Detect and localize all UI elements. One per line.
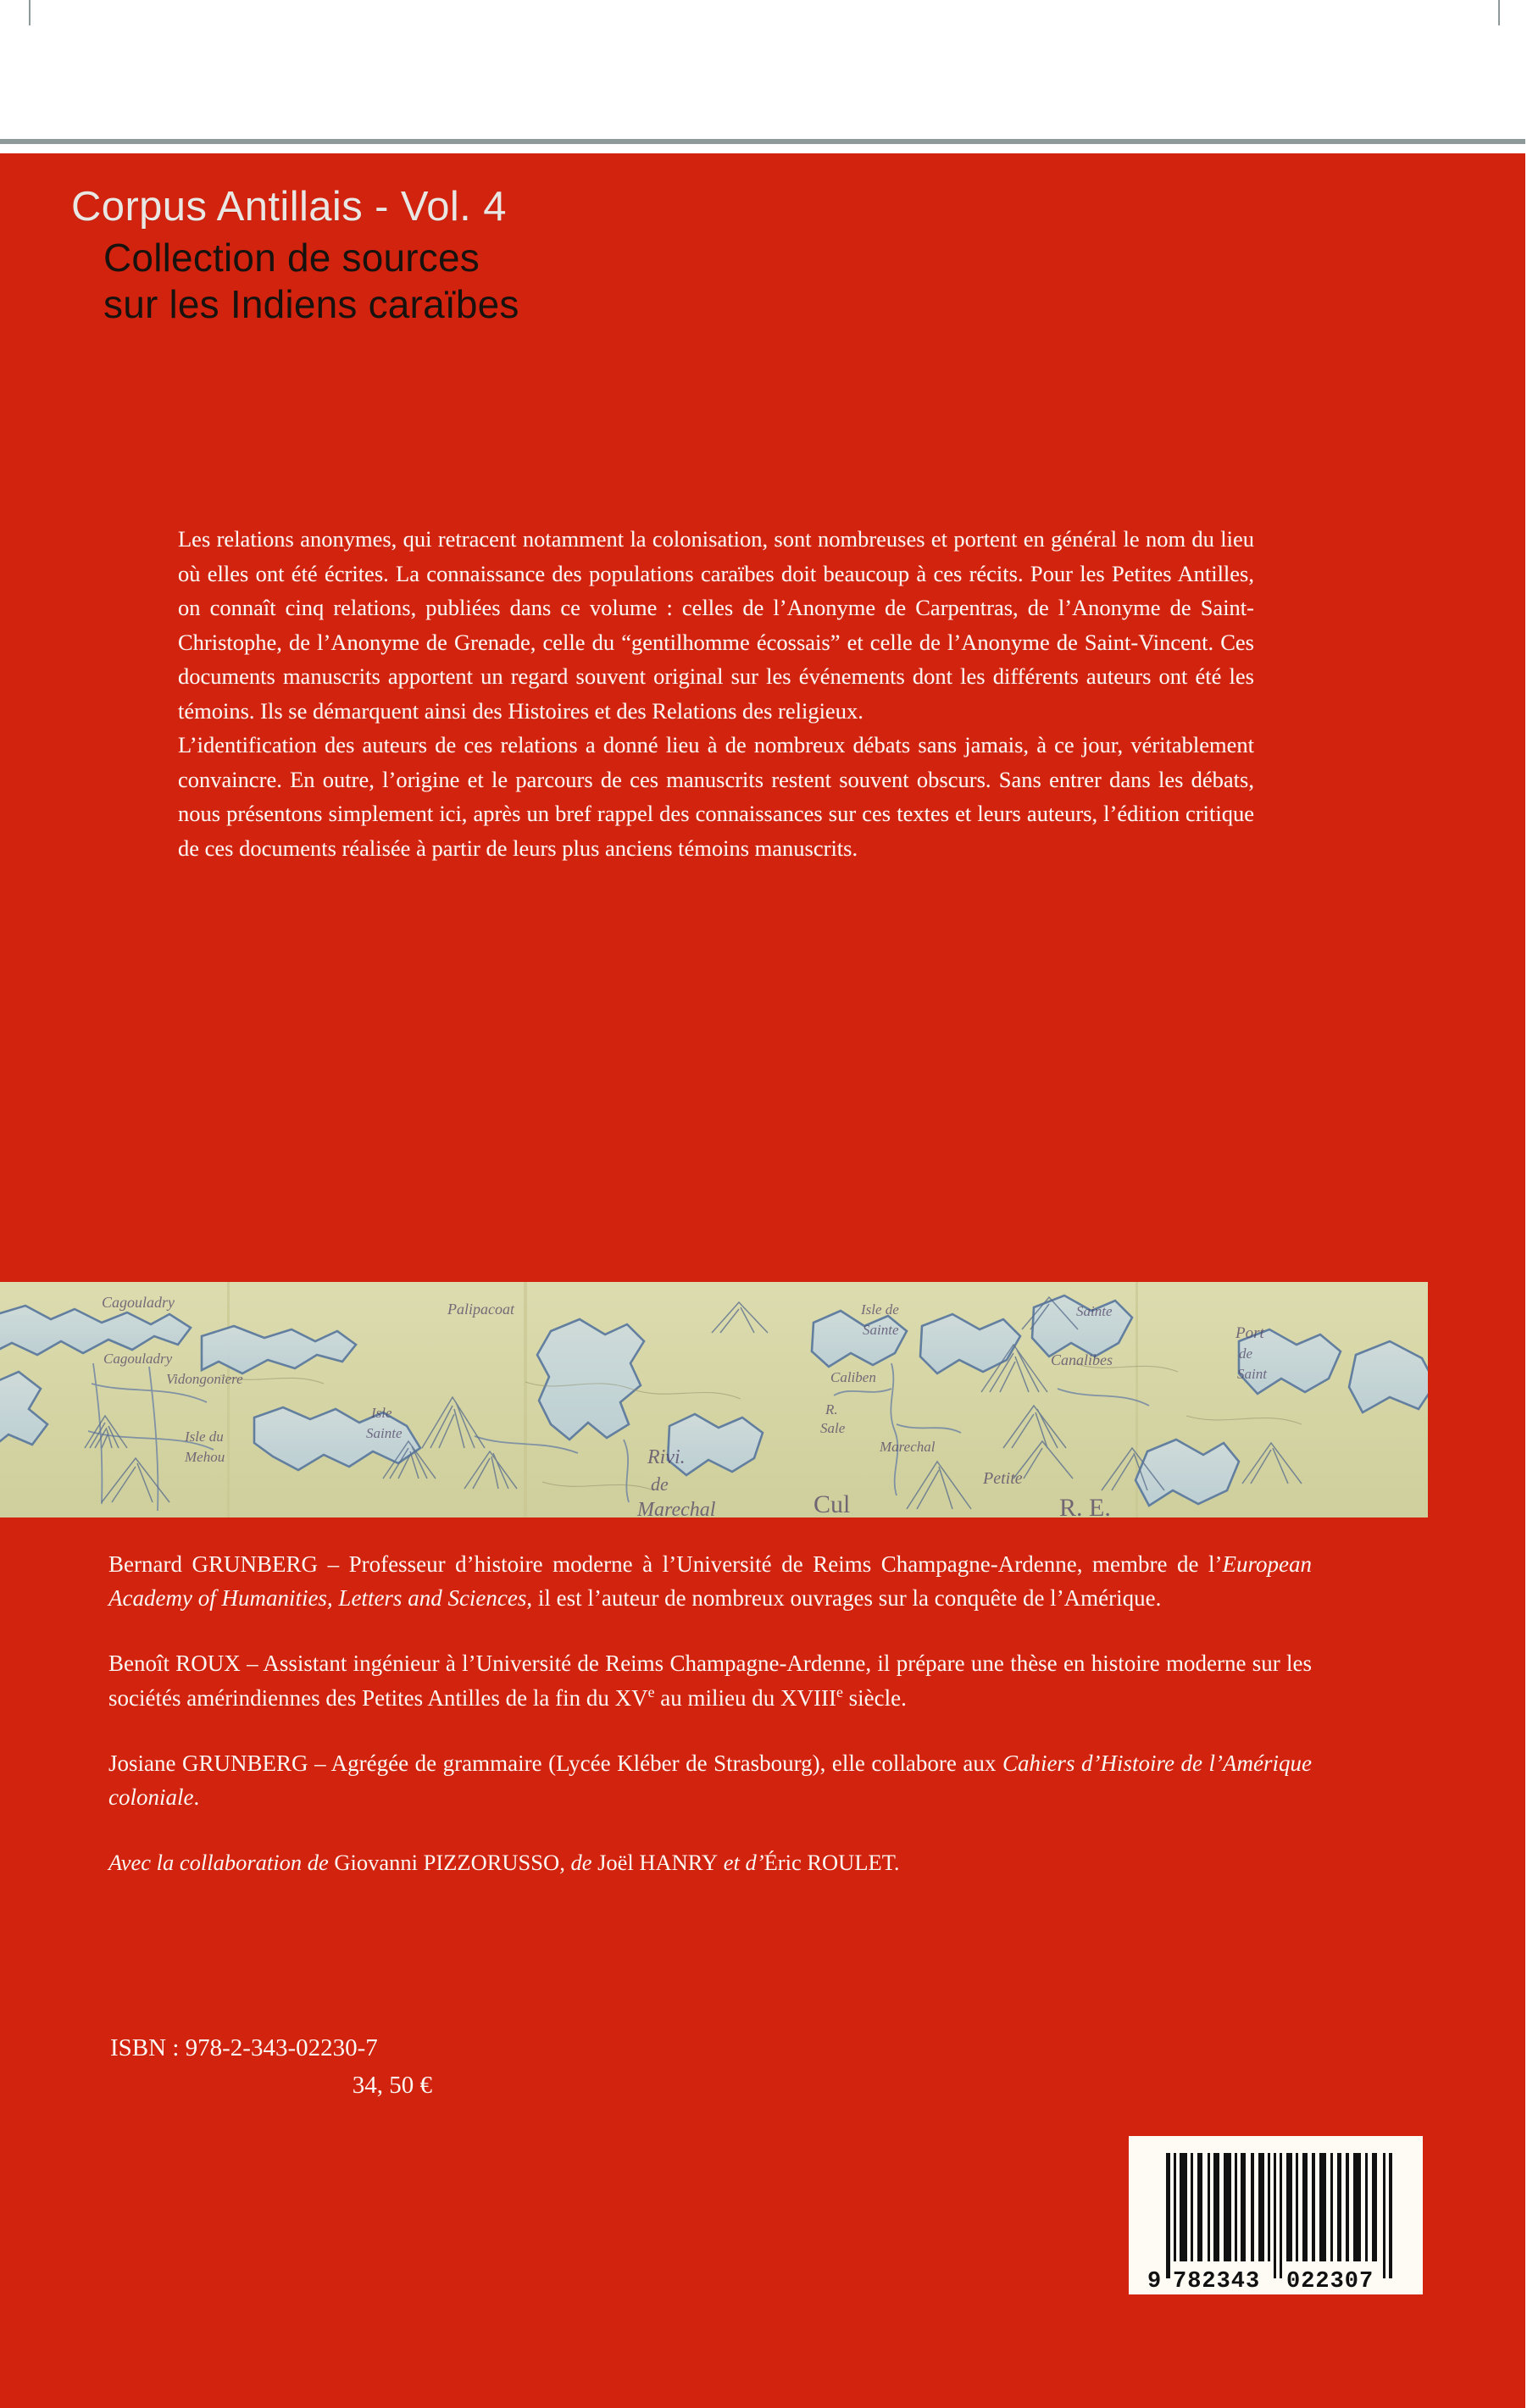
svg-text:Canalibes: Canalibes	[1051, 1351, 1113, 1368]
author-dash-1: –	[240, 1650, 264, 1676]
page-title: Corpus Antillais - Vol. 4	[71, 184, 507, 230]
collaboration-separator-2: et d’	[718, 1849, 764, 1875]
svg-text:Caliben: Caliben	[830, 1369, 876, 1385]
author-italic-0: European Academy of Humanities, Letters and Sciences	[108, 1551, 1312, 1611]
ean13-barcode	[1129, 2136, 1423, 2294]
author-text-before-0: Professeur d’histoire moderne à l’Université de Reims Champagne-Ardenne, membre de l’	[348, 1551, 1223, 1577]
map-drawing	[0, 1282, 1428, 1517]
barcode-drawing	[1129, 2136, 1423, 2294]
svg-text:Mehou: Mehou	[185, 1449, 225, 1465]
svg-text:Marechal: Marechal	[880, 1439, 936, 1455]
price-text: 34, 50 €	[352, 2071, 432, 2099]
svg-text:Sainte: Sainte	[863, 1322, 899, 1338]
author-superscript-1a: e	[647, 1683, 655, 1701]
barcode-digits-left: 782343	[1173, 2269, 1261, 2294]
svg-text:Marechal: Marechal	[637, 1499, 716, 1517]
book-back-cover-panel	[0, 153, 1525, 2408]
antique-map-illustration	[0, 1282, 1428, 1517]
svg-text:Sainte: Sainte	[1076, 1303, 1113, 1319]
svg-text:Rivi.: Rivi.	[647, 1446, 686, 1468]
svg-text:Vidongoniere: Vidongoniere	[166, 1371, 243, 1387]
svg-text:Isle du: Isle du	[185, 1429, 224, 1445]
author-name-grunberg-bernard: Bernard GRUNBERG	[108, 1551, 319, 1577]
collaboration-separator-1: , de	[559, 1849, 598, 1875]
collaborator-roulet: Éric ROULET	[764, 1849, 894, 1875]
barcode-digits: 9	[1147, 2269, 1162, 2294]
svg-text:Cagouladry: Cagouladry	[103, 1351, 173, 1367]
page-subtitle	[103, 235, 1003, 328]
crop-mark-top-right	[1498, 0, 1500, 25]
svg-text:R.: R.	[825, 1401, 838, 1418]
author-name-roux-benoit: Benoît ROUX	[108, 1650, 241, 1676]
svg-text:Isle de: Isle de	[861, 1301, 899, 1318]
crop-mark-top-left	[29, 0, 31, 25]
author-text-before-1: Assistant ingénieur à l’Université de Reims Champagne-Ardenne, il prépare une thèse en histoire moderne sur les sociétés amérindiennes des Petites Antilles de la fin du XV	[108, 1650, 1313, 1711]
svg-text:Cul: Cul	[813, 1490, 851, 1517]
collaboration-end: .	[893, 1849, 900, 1875]
author-bio-grunberg-bernard	[108, 1548, 1312, 1616]
isbn-price-block	[110, 2030, 508, 2104]
svg-text:Port: Port	[1235, 1324, 1264, 1342]
svg-text:Cagouladry: Cagouladry	[102, 1294, 175, 1311]
author-bio-grunberg-josiane	[108, 1747, 1312, 1815]
page-subtitle-line-2: sur les Indiens caraïbes	[103, 282, 519, 327]
svg-text:Isle: Isle	[371, 1405, 392, 1421]
author-text-before-2: Agrégée de grammaire (Lycée Kléber de Strasbourg), elle collabore aux	[330, 1750, 1002, 1776]
author-superscript-1b: e	[836, 1683, 843, 1701]
author-bio-roux-benoit	[108, 1647, 1312, 1716]
svg-text:Saint: Saint	[1237, 1366, 1267, 1382]
author-text-after-0: , il est l’auteur de nombreux ouvrages sur la conquête de l’Amérique.	[526, 1584, 1162, 1611]
blurb-paragraph-2: L’identification des auteurs de ces relations a donné lieu à de nombreux débats sans jamais, à ce jour, véritablement convaincre. En outre, l’origine et le parcours de ces manuscrits restent souvent obscurs. Sans entrer dans les débats, nous présentons simplement ici, après un bref rappel des connaissances sur ces textes et leurs auteurs, l’édition critique de ces documents réalisée à partir de leurs plus anciens témoins manuscrits.	[178, 732, 1254, 861]
author-text-mid-1: au milieu du XVIII	[654, 1684, 836, 1711]
svg-text:Sale: Sale	[820, 1420, 846, 1436]
svg-text:R. E.: R. E.	[1059, 1494, 1111, 1517]
collaboration-line	[108, 1846, 1312, 1879]
author-italic-2: Cahiers d’Histoire de l’Amérique coloniale	[108, 1750, 1312, 1810]
author-name-grunberg-josiane: Josiane GRUNBERG	[108, 1750, 308, 1776]
blurb-paragraph-1: Les relations anonymes, qui retracent notamment la colonisation, sont nombreuses et portent en général le nom du lieu où elles ont été écrites. La connaissance des populations caraïbes doit beaucoup à ces récits. Pour les Petites Antilles, on connaît cinq relations, publiées dans ce volume : celles de l’Anonyme de Carpentras, de l’Anonyme de Saint-Christophe, de l’Anonyme de Grenade, celle du “gentilhomme écossais” et celle de l’Anonyme de Saint-Vincent. Ces documents manuscrits apportent un regard souvent original sur les événements dont les différents auteurs ont été les témoins. Ils se démarquent ainsi des Histoires et des Relations des religieux.	[178, 526, 1254, 724]
author-dash-2: –	[308, 1750, 331, 1776]
author-text-after-2: .	[193, 1784, 200, 1810]
isbn-text: ISBN : 978-2-343-02230-7	[110, 2034, 378, 2061]
svg-text:de: de	[1239, 1345, 1253, 1362]
svg-text:Sainte: Sainte	[366, 1425, 403, 1441]
collaborator-pizzorusso: Giovanni PIZZORUSSO	[334, 1849, 560, 1875]
svg-text:de: de	[651, 1473, 669, 1495]
barcode-digits-right: 022307	[1286, 2269, 1374, 2294]
author-dash-0: –	[318, 1551, 349, 1577]
title-block	[71, 186, 1003, 328]
author-text-after-1: siècle.	[842, 1684, 907, 1711]
collaborator-hanry: Joël HANRY	[597, 1849, 719, 1875]
top-divider-rule	[0, 139, 1525, 144]
svg-text:Palipacoat: Palipacoat	[447, 1301, 514, 1318]
svg-text:Petite: Petite	[983, 1469, 1023, 1488]
authors-block	[108, 1548, 1312, 1879]
back-cover-blurb	[178, 522, 1254, 865]
page-subtitle-line-1: Collection de sources	[103, 235, 480, 280]
collaboration-lead: Avec la collaboration de	[108, 1849, 335, 1875]
